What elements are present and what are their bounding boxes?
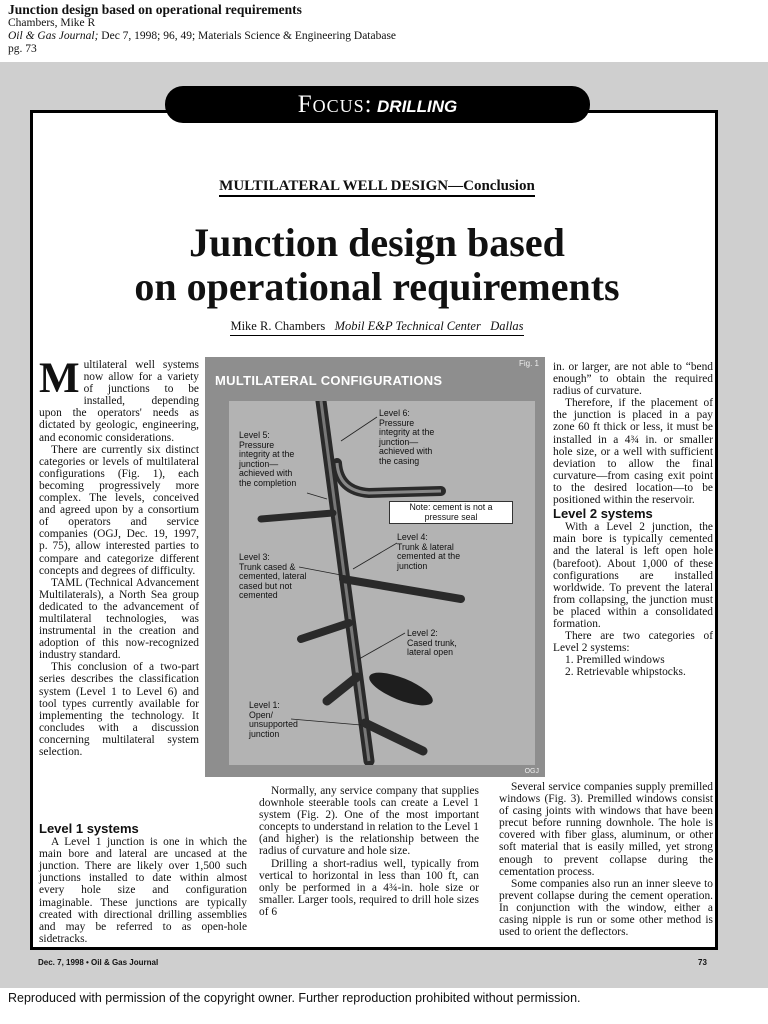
label-level-3: Level 3: Trunk cased & cemented, lateral cased but not cemented	[239, 552, 307, 600]
citation-author: Chambers, Mike R	[8, 17, 96, 29]
citation-header	[8, 2, 748, 56]
intro-paragraph-1: ultilateral well systems now allow for a variety of junctions to be installed, depending upon the operators' needs as dictated by geologic, engineering, and economic considerations.	[39, 359, 199, 444]
scanned-page	[0, 62, 768, 988]
footer-issue: Dec. 7, 1998 • Oil & Gas Journal	[38, 958, 159, 967]
right-paragraph-2: Therefore, if the placement of the junction is placed in a pay zone 60 ft thick or less, it must be installed in a 4¾ in. or smaller hole size, or a well with sufficient deviation to allow the final curvature—from casing exit point to the desired location—to be positioned within the reservoir.	[553, 397, 713, 507]
drop-cap: M	[39, 355, 80, 402]
byline-author: Mike R. Chambers	[230, 319, 325, 336]
headline-line-1: Junction design based	[189, 220, 565, 265]
label-level-6: Level 6: Pressure integrity at the junction— achieved with the casing	[379, 408, 435, 466]
series-title: MULTILATERAL WELL DESIGN—Conclusion	[33, 178, 721, 195]
level2-paragraph-1: With a Level 2 junction, the main bore is typically cemented and the lateral is left open hole (barefoot). About 1,000 of these configurations are installed worldwide. To prevent the lateral from collapsing, the junction must be placed within a consolidated formation.	[553, 521, 713, 630]
column-right-bottom	[499, 781, 713, 938]
level2-paragraph-3: Several service companies supply premilled windows (Fig. 3). Premilled windows consist of casing joints with windows that have been precut before running downhole. The hole is covered with fiber glass, aluminum, or other soft material that is easily milled, yet strong enough to prevent collapse during the cementation process.	[499, 781, 713, 878]
figure-number: Fig. 1	[518, 359, 539, 368]
right-paragraph-1: in. or larger, are not able to “bend enough” to obtain the required radius of curvature.	[553, 361, 713, 398]
citation-journal: Oil & Gas Journal;	[8, 30, 99, 42]
column-left-top	[39, 355, 199, 758]
level1-paragraph-1: A Level 1 junction is one in which the main bore and lateral are uncased at the junction. There are likely over 1,500 such junctions installed to date within almost every hole size and configuration imaginable. These junctions are typically created with directional drilling assemblies and may be referred to as open-hole sidetracks.	[39, 836, 247, 945]
byline-affiliation: Mobil E&P Technical Center	[335, 319, 481, 336]
citation-source	[8, 30, 748, 43]
figure-1	[205, 357, 545, 777]
column-middle	[259, 785, 479, 918]
label-level-2: Level 2: Cased trunk, lateral open	[407, 628, 457, 657]
section-banner	[165, 86, 590, 123]
figure-source: OGJ	[524, 768, 539, 775]
level2-list-item-1: 1. Premilled windows	[565, 654, 665, 667]
banner-focus: Focus:	[297, 91, 373, 118]
level2-heading: Level 2 systems	[553, 506, 653, 522]
level2-paragraph-2: There are two categories of Level 2 systems:	[553, 630, 713, 655]
figure-illustration	[229, 401, 535, 765]
middle-paragraph-2: Drilling a short-radius well, typically from vertical to horizontal in less than 100 ft, can only be performed in a 4¾-in. hole size or smaller. Larger tools, required to drill hole sizes of 6	[259, 857, 479, 918]
byline-city: Dallas	[490, 319, 523, 336]
label-level-5: Level 5: Pressure integrity at the junction— achieved with the completion	[239, 430, 297, 488]
headline-line-2: on operational requirements	[134, 264, 620, 309]
banner-section: DRILLING	[377, 97, 458, 116]
intro-paragraph-2: There are currently six distinct categories or levels of multilateral configurations (Fig. 1), each becoming progressively more complex. The levels, conceived and agreed upon by a consortium of operators and service companies (OGJ, Dec. 19, 1997, p. 75), allow interested parties to compare and categorize different concepts and degrees of difficulty.	[39, 443, 199, 577]
column-right-top	[553, 361, 713, 678]
intro-paragraph-4: This conclusion of a two-part series describes the classification system (Level 1 to Level 6) and tool types currently available for implementing the technology. It concludes with a discussion concerning multilateral system selection.	[39, 661, 199, 758]
middle-paragraph-1: Normally, any service company that supplies downhole steerable tools can create a Level 1 system (Fig. 2). One of the most important concepts to understand in relation to the Level 1 (and higher) is the relationship between the radius of curvature and hole size.	[259, 785, 479, 858]
label-level-1: Level 1: Open/ unsupported junction	[249, 700, 298, 739]
citation-title: Junction design based on operational requirements	[8, 2, 302, 17]
article-frame	[30, 110, 718, 950]
citation-page: pg. 73	[8, 43, 37, 55]
headline	[33, 221, 721, 309]
level2-paragraph-4: Some companies also run an inner sleeve to prevent collapse during the cement operation. In conjunction with the window, either a casing nipple is run or some other method is used to orient the deflectors.	[499, 877, 713, 939]
level1-heading: Level 1 systems	[39, 821, 139, 836]
figure-title: MULTILATERAL CONFIGURATIONS	[215, 373, 443, 388]
level2-list-item-2: 2. Retrievable whipstocks.	[565, 666, 686, 679]
intro-paragraph-3: TAML (Technical Advancement Multilaterals), a North Sea group dedicated to the advancement of multilateral technologies, was instrumental in the creation and adoption of this now-recognized industry standard.	[39, 576, 199, 662]
byline	[33, 319, 721, 334]
label-level-4: Level 4: Trunk & lateral cemented at the junction	[397, 532, 461, 571]
citation-details: Dec 7, 1998; 96, 49; Materials Science & Engineering Database	[98, 30, 397, 42]
column-left-bottom	[39, 821, 247, 945]
cement-note: Note: cement is not a pressure seal	[389, 501, 513, 524]
permission-notice: Reproduced with permission of the copyright owner. Further reproduction prohibited without permission.	[8, 991, 581, 1005]
footer-page-number: 73	[698, 958, 707, 967]
